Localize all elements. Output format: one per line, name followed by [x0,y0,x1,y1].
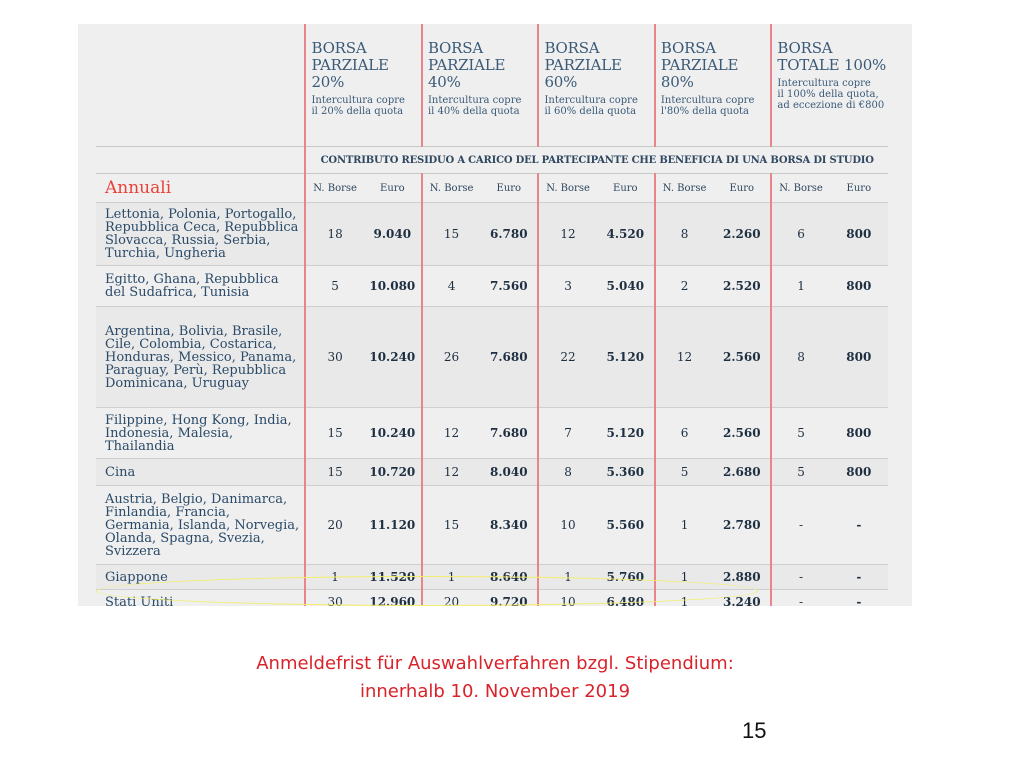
contributo-label: CONTRIBUTO RESIDUO A CARICO DEL PARTECIPANTE CHE BENEFICIA DI UNA BORSA DI STUDIO [305,147,888,174]
euro-cell: 5.120 [597,307,655,408]
n-borse-cell: 30 [305,590,363,607]
n-borse-cell: 18 [305,203,363,266]
n-borse-cell: 1 [305,565,363,590]
header-title: BORSA PARZIALE 80% [660,39,739,91]
n-borse-cell: 15 [305,459,363,486]
euro-cell: 5.760 [597,565,655,590]
n-borse-cell: 8 [655,203,713,266]
subheader-n-borse: N. Borse [771,174,829,203]
euro-cell: 10.720 [364,459,422,486]
n-borse-cell: 15 [422,203,480,266]
header-row [96,24,888,147]
euro-cell: 800 [830,408,888,459]
n-borse-cell: 8 [771,307,829,408]
n-borse-cell: 26 [422,307,480,408]
n-borse-cell: 7 [538,408,596,459]
euro-cell: 11.520 [364,565,422,590]
n-borse-cell: 1 [771,266,829,307]
n-borse-cell: 22 [538,307,596,408]
header-title: BORSA PARZIALE 20% [311,39,389,91]
n-borse-cell: 15 [305,408,363,459]
n-borse-cell: 4 [422,266,480,307]
subheader-euro: Euro [846,182,872,194]
n-borse-cell: 5 [771,459,829,486]
country-cell: Lettonia, Polonia, Portogallo, Repubblica Ceca, Repubblica Slovacca, Russia, Serbia, Turchia, Ungheria [96,203,305,266]
euro-cell: 6.780 [480,203,538,266]
euro-cell: 2.680 [713,459,771,486]
country-cell: Filippine, Hong Kong, India, Indonesia, Malesia, Thailandia [96,408,305,459]
n-borse-cell: 5 [771,408,829,459]
n-borse-cell: 1 [422,565,480,590]
registration-deadline-line2: innerhalb 10. November 2019 [359,681,631,702]
euro-cell: 10.240 [364,307,422,408]
euro-cell: 5.560 [597,486,655,565]
n-borse-cell: 1 [655,590,713,607]
country-cell: Egitto, Ghana, Repubblica del Sudafrica, Tunisia [96,266,305,307]
n-borse-cell: 15 [422,486,480,565]
header-title: BORSA PARZIALE 40% [427,39,506,91]
scholarship-table [96,24,888,606]
n-borse-cell: 20 [305,486,363,565]
subheader-n-borse: N. Borse [305,174,363,203]
country-cell: Cina [96,459,305,486]
n-borse-cell: 12 [422,459,480,486]
scholarship-table-image [78,24,912,606]
table-row [96,408,888,459]
euro-cell: 2.520 [713,266,771,307]
n-borse-cell: 5 [655,459,713,486]
euro-cell: 3.240 [713,590,771,607]
header-desc-prefix: Intercultura copre [777,78,871,89]
country-cell: Stati Uniti [96,590,305,607]
header-borsa-40 [422,24,538,147]
n-borse-cell: 8 [538,459,596,486]
euro-cell: - [830,565,888,590]
subheader-euro: Euro [380,182,405,194]
n-borse-cell: 5 [305,266,363,307]
header-borsa-80 [655,24,771,147]
n-borse-cell: 20 [422,590,480,607]
n-borse-cell: - [771,590,829,607]
n-borse-cell: 2 [655,266,713,307]
subheader-n-borse: N. Borse [655,174,713,203]
euro-cell: 2.260 [713,203,771,266]
country-cell: Giappone [96,565,305,590]
table-row [96,307,888,408]
euro-cell: 7.680 [480,408,538,459]
euro-cell: 7.560 [480,266,538,307]
header-title: BORSA TOTALE 100% [777,39,887,74]
subheader-n-borse: N. Borse [422,174,480,203]
header-borsa-20 [305,24,421,147]
header-desc: Intercultura copre il 40% della quota [427,95,522,117]
n-borse-cell: 12 [422,408,480,459]
header-borsa-60 [538,24,654,147]
section-label-annuali: Annuali [105,178,172,198]
euro-cell: 10.240 [364,408,422,459]
table-row [96,203,888,266]
euro-cell: 12.960 [364,590,422,607]
euro-cell: 800 [830,203,888,266]
euro-cell: 4.520 [597,203,655,266]
n-borse-cell: 30 [305,307,363,408]
header-borsa-100 [771,24,888,147]
n-borse-cell: 10 [538,590,596,607]
subheader-n-borse: N. Borse [538,174,596,203]
euro-cell: 5.120 [597,408,655,459]
subheader-euro: Euro [496,182,522,194]
euro-cell: 800 [830,459,888,486]
stati-uniti-highlight-ellipse [96,576,758,606]
n-borse-cell: 6 [771,203,829,266]
header-desc: Intercultura copre il 20% della quota [311,95,405,117]
euro-cell: 7.680 [480,307,538,408]
country-cell: Austria, Belgio, Danimarca, Finlandia, Francia, Germania, Islanda, Norvegia, Olanda, Spagna, Svezia, Svizzera [96,486,305,565]
contributo-row [96,147,888,174]
registration-deadline-line1: Anmeldefrist für Auswahlverfahren bzgl. Stipendium: [256,653,734,674]
euro-cell: 2.560 [713,408,771,459]
page-number: 15 [742,718,767,743]
n-borse-cell: - [771,565,829,590]
euro-cell: 5.360 [597,459,655,486]
header-desc: Intercultura copre il 60% della quota [544,95,638,117]
euro-cell: 6.480 [597,590,655,607]
euro-cell: 800 [830,266,888,307]
subheader-euro: Euro [729,182,755,194]
table-row [96,266,888,307]
euro-cell: 5.040 [597,266,655,307]
euro-cell: 8.640 [480,565,538,590]
n-borse-cell: 3 [538,266,596,307]
euro-cell: 10.080 [364,266,422,307]
n-borse-cell: 1 [655,565,713,590]
euro-cell: 11.120 [364,486,422,565]
subheader-row [96,174,888,203]
n-borse-cell: 1 [538,565,596,590]
n-borse-cell: 10 [538,486,596,565]
n-borse-cell: - [771,486,829,565]
n-borse-cell: 12 [655,307,713,408]
euro-cell: 8.340 [480,486,538,565]
euro-cell: 9.720 [480,590,538,607]
euro-cell: 2.880 [713,565,771,590]
n-borse-cell: 1 [655,486,713,565]
country-cell: Argentina, Bolivia, Brasile, Cile, Colombia, Costarica, Honduras, Messico, Panama, Paraguay, Perù, Repubblica Dominicana, Uruguay [96,307,305,408]
euro-cell: 800 [830,307,888,408]
header-desc: Intercultura copre l'80% della quota [660,95,755,117]
header-desc: il 100% della quota, ad eccezione di €800 [777,89,885,111]
euro-cell: 8.040 [480,459,538,486]
euro-cell: - [830,486,888,565]
euro-cell: - [830,590,888,607]
n-borse-cell: 12 [538,203,596,266]
table-row [96,459,888,486]
euro-cell: 2.560 [713,307,771,408]
table-row [96,486,888,565]
subheader-euro: Euro [613,182,638,194]
euro-cell: 9.040 [364,203,422,266]
euro-cell: 2.780 [713,486,771,565]
header-title: BORSA PARZIALE 60% [544,39,622,91]
n-borse-cell: 6 [655,408,713,459]
